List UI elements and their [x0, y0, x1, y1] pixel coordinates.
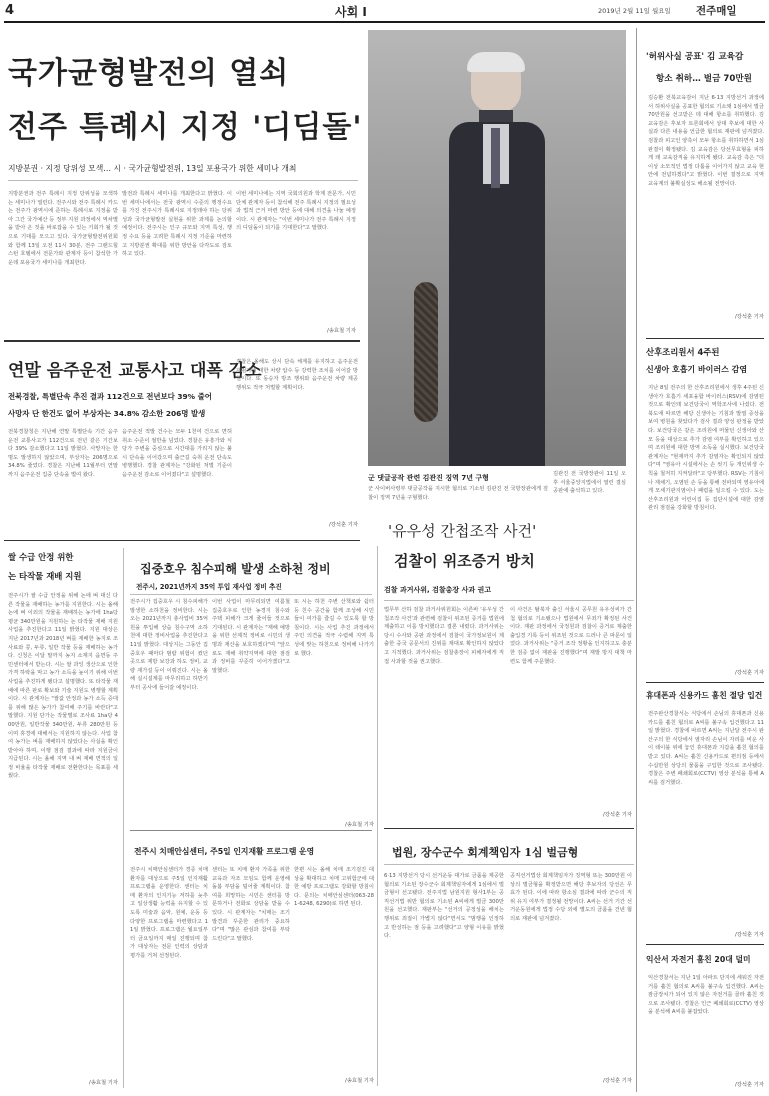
drunk-headline: 연말 음주운전 교통사고 대폭 감소: [8, 361, 262, 381]
court-byline: /강석훈 기자: [602, 1078, 632, 1084]
lead-subhead: 지방분권 · 지정 당위성 모색… 시 · 국가균형발전위, 13일 포용국가 위한 세미나 개최: [8, 164, 297, 173]
lead-byline: /송효철 기자: [326, 328, 356, 334]
evidence-headline-1: '유우성 간첩조작 사건': [388, 522, 537, 540]
section-title: 사회 I: [335, 5, 367, 19]
umbrella-shape: [414, 282, 438, 422]
evidence-headline-2: 검찰이 위조증거 방치: [394, 552, 535, 570]
rice-body: 전주시가 쌀 수급 안정을 위해 논에 벼 대신 다른 작물을 재배하는 농가를 지원한다. 시는 올해 논에 벼 이외의 작물을 재배하는 농가에 1ha당 평균 340만원을 지원하는 논 타작물 재배 지원사업을 추진한다고 11일 밝혔다. 지원 대상은 지난 2017년과 2018년 벼를 재배한 농지로 조사료와 콩, 두류, 일반 작물 등을 재배하는 농가다. 신청은 이달 말까지 농지 소재지 읍면동 주민센터에서 받는다. 시는 쌀 과잉 생산으로 인한 가격 하락을 막고 농가 소득을 높이기 위해 이번 사업을 추진하게 됐다고 설명했다. 또 타작물 재배에 따른 판로 확보와 기술 지원도 병행할 계획이다. 시 관계자는 "쌀값 안정과 농가 소득 증대를 위해 많은 농가가 참여해 주기를 바란다"고 말했다. 지원 단가는 작물별로 조사료 1ha당 400만원, 일반작물 340만원, 두류 280만원 등이며 휴경에 대해서는 지원하지 않는다. 사업 참여 농가는 벼를 재배하지 않았다는 사실을 확인받아야 하며, 이행 점검 결과에 따라 지원금이 지급된다. 시는 올해 지역 내 벼 재배 면적의 일정 비율을 타작물 재배로 전환한다는 목표를 세웠다.: [8, 593, 118, 780]
rice-headline-1: 쌀 수급 안정 위한: [8, 552, 74, 562]
lead-body-col2: 발전과 특례시 세미나를 개최한다고 밝혔다. 이번 세미나에서는 전국 광역시 수준의 행정수요를 가진 전주시가 특례시로 지정돼야 하는 당위성과 국가균형발전 실현을 위한 과제를 논의할 예정이다. 전주시는 인구 규모와 지역 특성, 행정 수요 등을 고려한 특례시 지정 기준을 마련하고 지방분권 확대를 위한 방안을 다각도로 검토하고 있다.: [122, 191, 232, 258]
lead-headline-1: 국가균형발전의 열쇠: [8, 56, 290, 91]
bicycle-byline: /강석훈 기자: [734, 1082, 764, 1088]
drunk-byline: /강석훈 기자: [328, 522, 358, 528]
issue-date: 2019년 2월 11일 월요일: [598, 7, 671, 15]
virus-byline: /강석훈 기자: [734, 670, 764, 676]
nurse-subhead: 항소 취하… 벌금 70만원: [656, 74, 752, 84]
childcare-body: 전주완산경찰서는 식당에서 손님의 휴대폰과 신용카드를 훔친 혐의로 A씨를 불구속 입건했다고 11일 밝혔다. 경찰에 따르면 A씨는 지난달 전주시 완산구의 한 식당에서 옆자리 손님이 자리를 비운 사이 테이블 위에 놓인 휴대폰과 지갑을 훔친 혐의를 받고 있다. A씨는 훔친 신용카드로 편의점 등에서 수십만원 상당의 물품을 구입한 것으로 조사됐다. 경찰은 주변 폐쇄회로(CCTV) 영상 분석을 통해 A씨를 검거했다.: [648, 711, 764, 786]
court-body-col2: 공직선거법상 회계책임자가 징역형 또는 300만원 이상의 벌금형을 확정받으면 해당 후보자의 당선은 무효가 된다. 이에 따라 항소심 결과에 따라 군수의 직위 유지 여부가 결정될 전망이다. A씨는 선거 기간 선거운동원에게 법정 수당 외에 별도의 금품을 건넨 혐의로 재판에 넘겨졌다.: [510, 873, 632, 922]
flood-sub-rule: [130, 594, 372, 595]
photo-caption-body: 군 사이버사령부 댓글공작을 지시한 혐의로 기소된 김관진 전 국방장관에게 검찰이 징역 7년을 구형했다.: [368, 486, 548, 501]
dementia-body-col2: 센터는 또 치매 환자 가족을 위한 교육과 자조 모임도 함께 운영해 돌봄 부담을 덜어줄 계획이다. 참여를 희망하는 시민은 센터를 방문하거나 전화로 상담을 받을 수 있다. 시 관계자는 "치매는 조기 발견과 꾸준한 관리가 중요하다"며 "많은 관심과 참여를 부탁드린다"고 말했다.: [212, 867, 290, 942]
rice-byline: /송효철 기자: [88, 1080, 118, 1086]
evidence-body-col1: 법무부 산하 검찰 과거사위원회는 이른바 '유우성 간첩조작 사건'과 관련해 검찰이 위조된 증거를 법원에 제출하고 이를 방치했다고 결론 내렸다. 과거사위는 당시 수사와 공판 과정에서 검찰이 국가정보원이 제출한 중국 공문서의 진위를 제대로 확인하지 않았다고 지적했다. 과거사위는 검찰총장이 피해자에게 직접 사과할 것을 권고했다.: [384, 607, 504, 665]
lead-body-col1: 지방분권과 전주 특례시 지정 당위성을 모색하는 세미나가 열린다. 전주시와 전주 특례시 카드는 전주가 광역시에 준하는 특례시로 지정을 받아 그간 국가예산 등 정부 지원 과정에서 역차별을 받아 온 것을 바로잡을 수 있는 기회가 될 것으로 기대를 모으고 있다. 국가균형발전위원회와 함께 13일 오전 11시 30분, 전주 그랜드힐스턴 호텔에서 전문가와 관계자 등이 참석한 가운데 포용국가 세미나를 개최한다.: [8, 191, 118, 266]
evidence-byline: /강석훈 기자: [602, 812, 632, 818]
flood-subhead: 전주시, 2021년까지 35억 투입 재사업 정비 추진: [136, 583, 282, 591]
bicycle-body: 익산경찰서는 지난 1일 아파트 단지에 세워진 자전거를 훔친 혐의로 A씨를 불구속 입건했다. A씨는 잠금장치가 되어 있지 않은 자전거를 골라 훔친 것으로 조사됐다. 경찰은 인근 폐쇄회로(CCTV) 영상을 분석해 A씨를 붙잡았다.: [648, 975, 764, 1016]
photo-caption-title: 군 댓글공작 관련 김관진 징역 7년 구형: [368, 474, 489, 482]
childcare-byline: /강석훈 기자: [734, 932, 764, 938]
virus-headline: 산후조리원서 4주된: [646, 347, 720, 357]
drunk-body-col3: 경찰은 올해도 상시 단속 체계를 유지하고 음주운전 재범자에 대한 차량 압수 등 강력한 조치를 이어갈 방침이다. 또 동승자 방조 행위와 음주운전 차량 제공 행위도 적극 처벌할 계획이다.: [236, 359, 358, 391]
court-headline: 법원, 장수군수 회계책임자 1심 벌금형: [392, 846, 579, 859]
person-silhouette: [443, 52, 553, 466]
flood-body-col2: 이번 사업이 마무리되면 여름철 집중호우로 인한 농경지 침수와 주택 피해가 크게 줄어들 것으로 기대된다. 시 관계자는 "재해 예방을 위한 선제적 정비로 시민의 생명과 재산을 보호하겠다"며 "앞으로도 재해 취약지역에 대한 점검과 정비를 꾸준히 이어가겠다"고 말했다.: [212, 599, 290, 674]
drunk-body-col1: 전북경찰청은 지난해 연말 특별단속 기간 음주운전 교통사고가 112건으로 전년 같은 기간보다 39% 감소했다고 11일 밝혔다. 사망자는 한 명도 발생하지 않았으며, 부상자는 206명으로 34.8% 줄었다. 경찰은 지난해 11월부터 연말까지 음주운전 집중 단속을 벌여 왔다.: [8, 429, 118, 478]
flood-body-col1: 전주시가 집중호우 시 침수피해가 발생한 소하천을 정비한다. 시는 오는 2021년까지 총사업비 35억원을 투입해 상습 침수구역 소하천에 대한 정비사업을 추진한다고 11일 밝혔다. 대상지는 그동안 집중호우 때마다 범람 위험이 컸던 곳으로 제방 보강과 하도 정비, 교량 재가설 등이 이뤄진다. 시는 올해 실시설계를 마무리하고 하반기부터 공사에 들어갈 예정이다.: [130, 599, 208, 691]
virus-body: 지난 8일 전주의 한 산후조리원에서 생후 4주된 신생아가 호흡기 세포융합 바이러스(RSV)에 감염된 것으로 확인돼 보건당국이 역학조사에 나섰다. 전북도에 따르면 해당 신생아는 기침과 발열 증상을 보여 병원을 찾았다가 검사 결과 양성 판정을 받았다. 보건당국은 같은 조리원에 머물던 신생아와 산모 등을 대상으로 추가 감염 여부를 확인하고 있으며 조리원에 대한 방역 소독을 실시했다. 보건당국 관계자는 "현재까지 추가 감염자는 확인되지 않았다"며 "영유아 시설에서는 손 씻기 등 개인위생 수칙을 철저히 지켜달라"고 당부했다. RSV는 기침이나 재채기, 오염된 손 등을 통해 전파되며 영유아에게 모세기관지염이나 폐렴을 일으킬 수 있다. 도는 산후조리원과 어린이집 등 집단시설에 대한 감염 관리 점검을 강화할 방침이다.: [648, 385, 764, 512]
dementia-body-col1: 전주시 치매안심센터가 경증 치매 환자를 대상으로 주5일 인지재활 프로그램을 운영한다. 센터는 치매 환자의 인지기능 저하를 늦추고 일상생활 능력을 유지할 수 있도록 미술과 음악, 원예, 운동 등 다양한 프로그램을 마련했다고 11일 밝혔다. 프로그램은 월요일부터 금요일까지 매일 진행되며 참가 대상자는 전문 인력의 상담과 평가를 거쳐 선정된다.: [130, 867, 208, 959]
nurse-body: 김승환 전북교육감이 지난 6·13 지방선거 과정에서 허위사실을 공표한 혐의로 기소돼 1심에서 벌금 70만원을 선고받은 데 대해 항소를 취하했다. 김 교육감은 후보자 토론회에서 상대 후보에 대한 사실과 다른 내용을 언급한 혐의로 재판에 넘겨졌다. 검찰과 피고인 양측이 모두 항소를 취하하면서 1심 판결이 확정됐다. 김 교육감은 당선무효형을 피하게 돼 교육감직을 유지하게 됐다. 교육감 측은 "더 이상 소모적인 법정 다툼을 이어가지 않고 교육 현안에 전념하겠다"고 밝혔다. 이번 결정으로 지역 교육계의 불확실성도 해소될 전망이다.: [648, 95, 764, 187]
drunk-sub1: 전북경찰, 특별단속 추진 결과 112건으로 전년보다 39% 줄어: [8, 392, 212, 401]
news-photo: [368, 30, 626, 466]
lead-sub-rule: [8, 180, 358, 181]
court-body-col1: 6·13 지방선거 당시 선거운동 대가로 금품을 제공한 혐의로 기소된 장수군수 회계책임자에게 1심에서 벌금형이 선고됐다. 전주지법 남원지원 형사1부는 공직선거법 위반 혐의로 기소된 A씨에게 벌금 300만원을 선고했다. 재판부는 "선거의 공정성을 해치는 행위로 죄질이 가볍지 않다"면서도 "범행을 인정하고 반성하는 점 등을 고려했다"고 양형 이유를 밝혔다.: [384, 873, 504, 940]
photo-caption-side: 김관진 전 국방장관이 11일 오후 서울중앙지법에서 열린 결심 공판에 출석하고 있다.: [553, 471, 626, 495]
dementia-byline: /송효철 기자: [344, 1078, 374, 1084]
dementia-headline: 전주시 치매안심센터, 주5일 인지재활 프로그램 운영: [134, 847, 315, 856]
nurse-headline: '허위사실 공표' 김 교육감: [646, 52, 744, 62]
flood-bottom-rule: [130, 830, 372, 831]
brand-name: 전주매일: [696, 5, 737, 17]
evidence-bottom-rule: [384, 828, 634, 829]
mid-divider: [377, 546, 378, 1086]
rice-headline-2: 논 타작물 재배 지원: [8, 571, 82, 581]
page-header: [0, 0, 769, 22]
flood-headline: 집중호우 침수피해 발생 소하천 정비: [140, 562, 331, 576]
childcare-headline: 휴대폰과 신용카드 훔친 절당 입건: [646, 691, 763, 700]
drunk-top-rule: [4, 340, 360, 342]
right-rule-2: [646, 682, 764, 683]
drunk-body-col2: 음주운전 적발 건수는 모두 1천여 건으로 면허 취소 수준이 절반을 넘었다. 경찰은 유흥가와 식당가 주변을 중심으로 시간대를 가리지 않는 불시 단속을 이어갔으며 출근길 숙취 운전 단속도 병행했다. 경찰 관계자는 "강화된 처벌 기준이 음주운전 감소로 이어졌다"고 설명했다.: [122, 429, 232, 478]
col-divider-right: [636, 28, 637, 1092]
page-number: 4: [5, 3, 15, 18]
lead-body-col3: 이번 세미나에는 지역 국회의원과 학계 전문가, 시민단체 관계자 등이 참석해 전주 특례시 지정의 필요성과 법적 근거 마련 방안 등에 대해 의견을 나눌 예정이다. 시 관계자는 "이번 세미나가 전주 특례시 지정의 디딤돌이 되기를 기대한다"고 말했다.: [236, 191, 356, 232]
header-rule: [4, 21, 765, 23]
bicycle-headline: 익산서 자전거 훔친 20대 덜미: [646, 955, 751, 964]
evidence-sub-rule: [384, 600, 634, 601]
evidence-body-col2: 이 사건은 탈북자 출신 서울시 공무원 유우성씨가 간첩 혐의로 기소됐으나 법원에서 무죄가 확정된 사건이다. 재판 과정에서 국정원과 검찰이 증거로 제출한 출입경 기록 등이 위조된 것으로 드러나 큰 파문이 일었다. 과거사위는 "증거 조작 정황을 인지하고도 충분한 검증 없이 재판을 진행했다"며 재발 방지 대책 마련도 함께 주문했다.: [510, 607, 632, 665]
right-rule-3: [646, 944, 764, 945]
court-sub-rule: [384, 864, 634, 865]
dementia-body-col3: 한편 시는 올해 치매 조기검진 대상을 확대하고 치매 고위험군에 대한 예방 프로그램도 강화할 방침이다. 문의는 치매안심센터(063-281-6248, 6290)로 하면 된다.: [294, 867, 374, 908]
lead-headline-2: 전주 특례시 지정 '디딤돌': [8, 110, 363, 145]
right-rule-1: [646, 338, 764, 339]
virus-subhead: 신생아 호흡기 바이러스 감염: [646, 365, 748, 374]
nurse-byline: /강석훈 기자: [734, 314, 764, 320]
drunk-sub2: 사망자 단 한건도 없어 부상자는 34.8% 감소한 206명 발생: [8, 409, 206, 418]
drunk-bottom-rule: [4, 540, 360, 541]
flood-byline: /송효철 기자: [344, 822, 374, 828]
rice-divider: [123, 548, 124, 1088]
flood-body-col3: 또 시는 하천 주변 산책로와 쉼터 등 친수 공간을 함께 조성해 시민들이 여가를 즐길 수 있도록 할 방침이다. 시는 사업 추진 과정에서 주민 의견을 적극 수렴해 지역 특성에 맞는 하천으로 정비해 나가기로 했다.: [294, 599, 374, 657]
evidence-subhead: 검찰 과거사위, 검찰총장 사과 권고: [384, 586, 492, 594]
